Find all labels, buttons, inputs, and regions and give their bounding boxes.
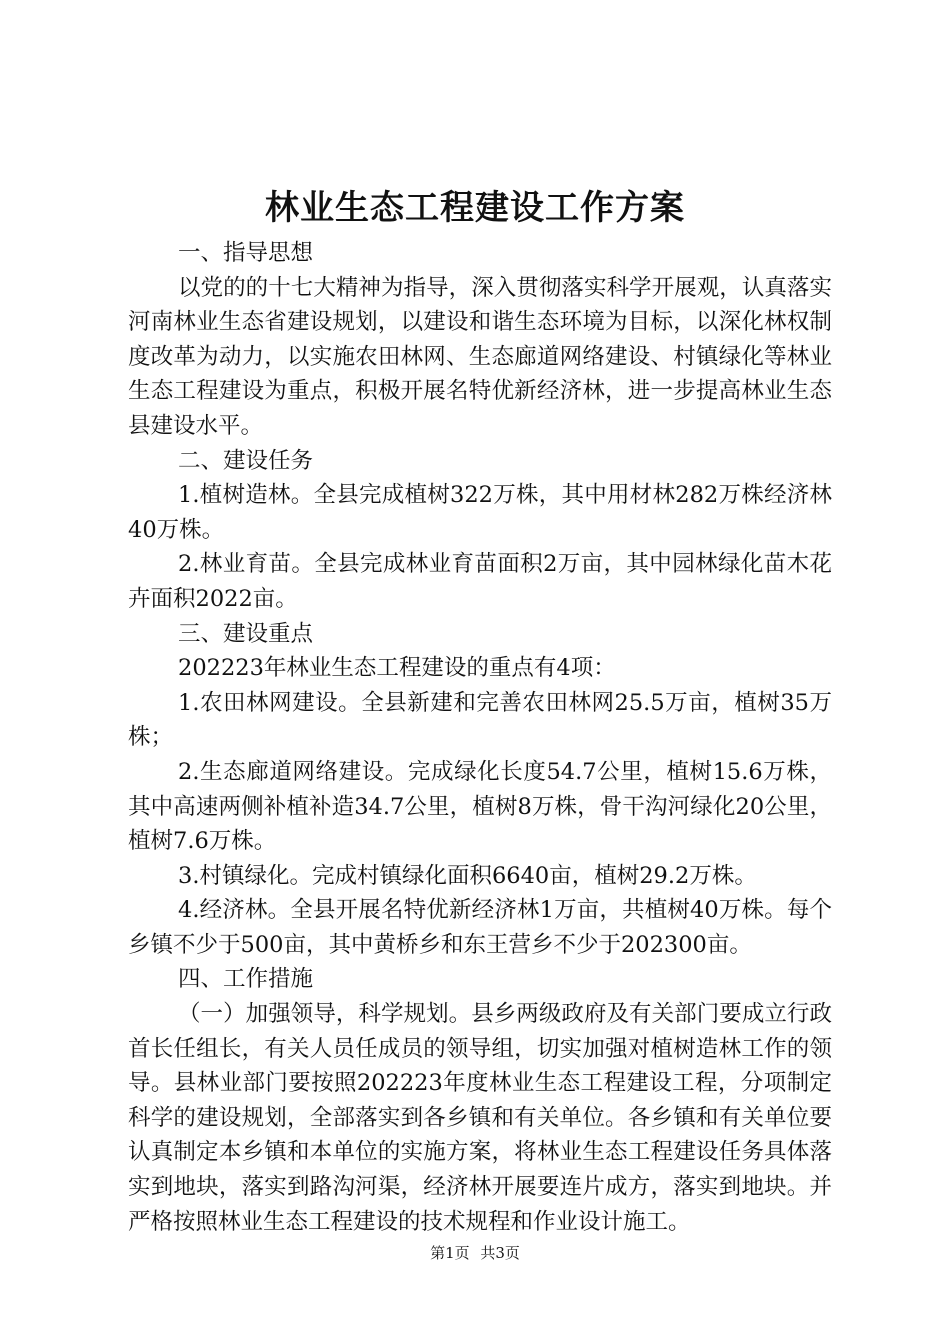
section-heading-construction-tasks: 二、建设任务 bbox=[178, 447, 314, 474]
section-heading-guiding-thought: 一、指导思想 bbox=[178, 240, 314, 266]
page-footer bbox=[0, 1243, 950, 1263]
paragraph-guiding-thought: 以党的的十七大精神为指导，深入贯彻落实科学开展观，认真落实河南林业生态省建设规划，以建设和谐生态环境为目标，以深化林权制度改革为动力，以实施农田林网、生态廊道网络建设、村镇绿化等林业生态工程建设为重点，积极开展名特优新经济林，进一步提高林业生态县建设水平。 bbox=[128, 274, 832, 439]
document-body bbox=[128, 236, 832, 1239]
paragraph-key-farmland-network: 1.农田林网建设。全县新建和完善农田林网25.5万亩，植树35万株； bbox=[128, 689, 832, 751]
paragraph-key-eco-corridor: 2.生态廊道网络建设。完成绿化长度54.7公里，植树15.6万株，其中高速两侧补植补造34.7公里，植树8万株，骨干沟河绿化20公里，植树7.6万株。 bbox=[128, 758, 832, 855]
paragraph-key-points-intro: 202223年林业生态工程建设的重点有4项： bbox=[178, 655, 616, 682]
paragraph-key-economic-forest: 4.经济林。全县开展名特优新经济林1万亩，共植树40万株。每个乡镇不少于500亩，其中黄桥乡和东王营乡不少于202300亩。 bbox=[128, 897, 832, 958]
section-heading-work-measures: 四、工作措施 bbox=[178, 966, 314, 993]
document-title: 林业生态工程建设工作方案 bbox=[265, 188, 685, 228]
page-number-current: 第1页 bbox=[430, 1244, 470, 1262]
page-number-total: 共3页 bbox=[480, 1244, 520, 1262]
paragraph-task-afforestation: 1.植树造林。全县完成植树322万株，其中用材林282万株经济林40万株。 bbox=[128, 482, 832, 543]
section-heading-key-points: 三、建设重点 bbox=[178, 620, 314, 647]
paragraph-key-village-greening: 3.村镇绿化。完成村镇绿化面积6640亩，植树29.2万株。 bbox=[178, 862, 757, 889]
paragraph-task-nursery: 2.林业育苗。全县完成林业育苗面积2万亩，其中园林绿化苗木花卉面积2022亩。 bbox=[128, 551, 832, 612]
paragraph-measure-leadership: （一）加强领导，科学规划。县乡两级政府及有关部门要成立行政首长任组长，有关人员任成员的领导组，切实加强对植树造林工作的领导。县林业部门要按照202223年度林业生态工程建设工程，分项制定科学的建设规划，全部落实到各乡镇和有关单位。各乡镇和有关单位要认真制定本乡镇和本单位的实施方案，将林业生态工程建设任务具体落实到地块，落实到路沟河渠，经济林开展要连片成方，落实到地块。并严格按照林业生态工程建设的技术规程和作业设计施工。 bbox=[128, 1001, 832, 1235]
